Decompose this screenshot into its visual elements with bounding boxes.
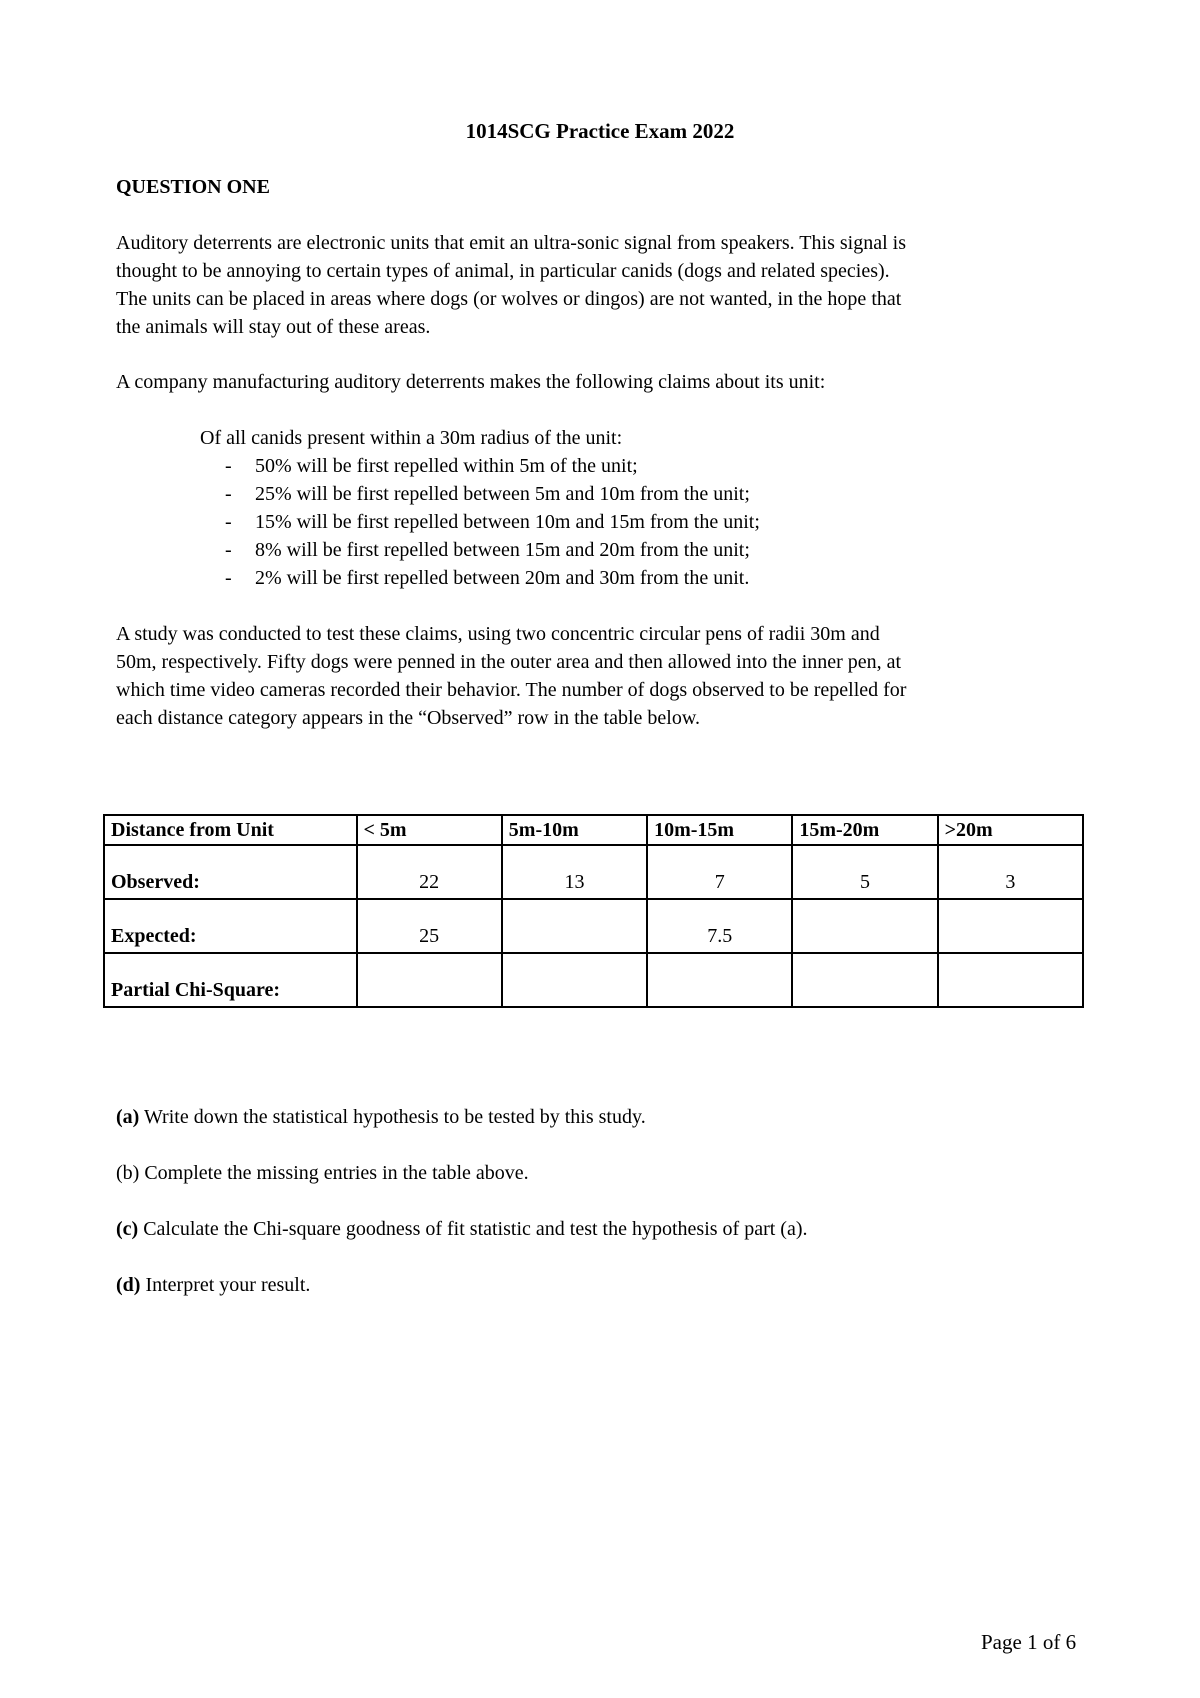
intro-line: the animals will stay out of these areas. [116,316,431,338]
intro-paragraph [116,229,1096,341]
row-label: Expected: [104,899,357,953]
part-text: Complete the missing entries in the table above. [144,1162,529,1184]
dash-bullet: - [225,483,232,505]
question-part-c [116,1215,807,1243]
table-header-cell: < 5m [357,815,502,845]
table-cell [357,953,502,1007]
part-label: (a) [116,1106,140,1128]
study-line: A study was conducted to test these claims, using two concentric circular pens of radii 30m and [116,623,880,645]
table-cell [792,899,937,953]
table-cell [647,953,792,1007]
intro-line: Auditory deterrents are electronic units that emit an ultra-sonic signal from speakers. This signal is [116,232,906,254]
table-cell: 7.5 [647,899,792,953]
list-item: - 50% will be first repelled within 5m of the unit; [200,452,1100,480]
dash-bullet: - [225,567,232,589]
part-text: Interpret your result. [145,1274,311,1296]
part-label: (b) [116,1162,140,1184]
part-text: Write down the statistical hypothesis to be tested by this study. [143,1106,646,1128]
question-part-a [116,1103,646,1131]
table-row-partial-chi-square [104,953,1083,1007]
table-cell: 3 [938,845,1083,899]
claims-lead: A company manufacturing auditory deterrents makes the following claims about its unit: [116,371,826,393]
intro-line: thought to be annoying to certain types of animal, in particular canids (dogs and related species). [116,260,890,282]
dash-bullet: - [225,511,232,533]
chi-square-table [103,814,1084,1008]
question-part-b [116,1159,529,1187]
table-cell: 13 [502,845,647,899]
claims-list [200,424,1100,592]
table-cell [502,953,647,1007]
row-label: Observed: [104,845,357,899]
list-item: - 25% will be first repelled between 5m and 10m from the unit; [200,480,1100,508]
page-title: 1014SCG Practice Exam 2022 [465,119,735,143]
table-header-cell: 15m-20m [792,815,937,845]
row-label: Partial Chi-Square: [104,953,357,1007]
table-cell [792,953,937,1007]
dash-bullet: - [225,539,232,561]
study-line: each distance category appears in the “Observed” row in the table below. [116,707,701,729]
table-header-row [104,815,1083,845]
table-cell [502,899,647,953]
table-cell: 22 [357,845,502,899]
study-paragraph [116,620,1096,732]
table-cell: 5 [792,845,937,899]
table-cell [938,899,1083,953]
study-line: which time video cameras recorded their behavior. The number of dogs observed to be repelled for [116,679,907,701]
list-item: - 2% will be first repelled between 20m and 30m from the unit. [200,564,1100,592]
list-item: - 8% will be first repelled between 15m and 20m from the unit; [200,536,1100,564]
table-header-cell: >20m [938,815,1083,845]
intro-line: The units can be placed in areas where dogs (or wolves or dingos) are not wanted, in the hope that [116,288,902,310]
claims-intro: Of all canids present within a 30m radius of the unit: [200,427,623,449]
part-label: (c) [116,1218,139,1240]
table-cell: 25 [357,899,502,953]
question-heading: QUESTION ONE [116,176,270,198]
question-part-d [116,1271,310,1299]
dash-bullet: - [225,455,232,477]
table-header-cell: 5m-10m [502,815,647,845]
table-header-cell: 10m-15m [647,815,792,845]
table-cell: 7 [647,845,792,899]
table-cell [938,953,1083,1007]
study-line: 50m, respectively. Fifty dogs were penned in the outer area and then allowed into the inner pen, at [116,651,902,673]
table-row-expected [104,899,1083,953]
part-text: Calculate the Chi-square goodness of fit statistic and test the hypothesis of part (a). [143,1218,808,1240]
table-header-cell: Distance from Unit [104,815,357,845]
part-label: (d) [116,1274,141,1296]
table-row-observed [104,845,1083,899]
page-number: Page 1 of 6 [981,1630,1077,1654]
list-item: - 15% will be first repelled between 10m and 15m from the unit; [200,508,1100,536]
